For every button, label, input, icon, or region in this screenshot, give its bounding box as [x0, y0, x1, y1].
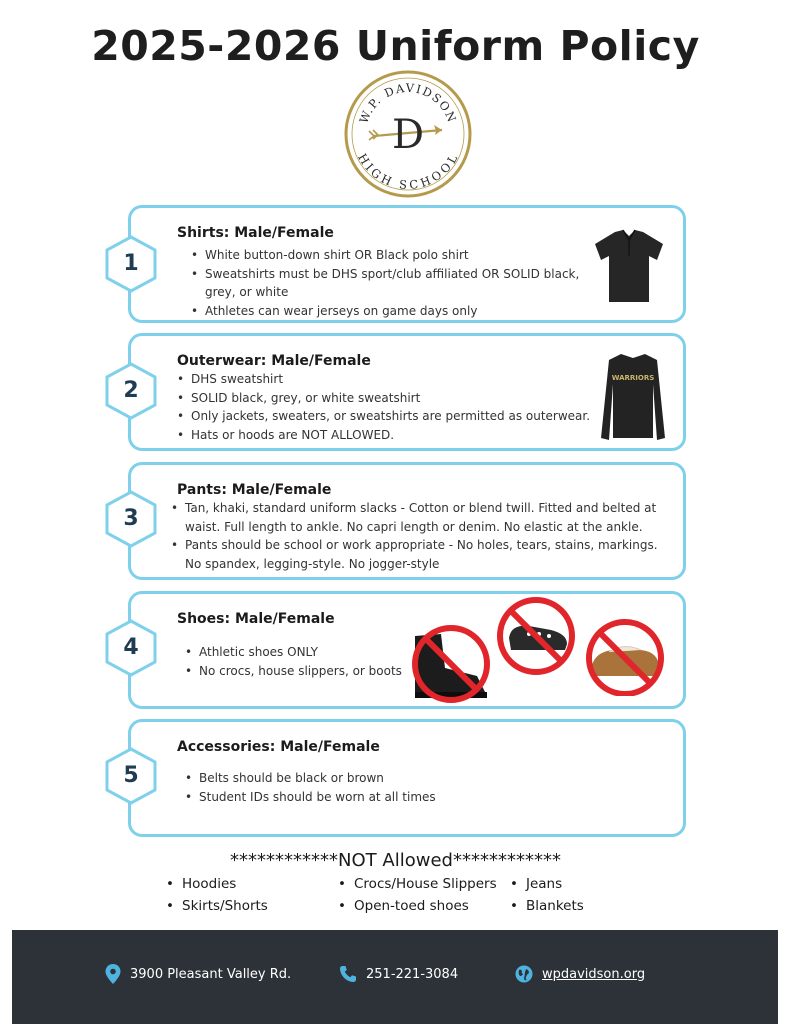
list-item: • Hoodies: [166, 874, 268, 896]
polo-shirt-image: [589, 226, 669, 306]
logo-top-text: W.P. DAVIDSON: [356, 80, 460, 126]
globe-icon: [515, 965, 533, 983]
website-link[interactable]: wpdavidson.org: [542, 966, 646, 982]
section-pants: [128, 462, 686, 580]
footer-address: [105, 964, 291, 984]
sweatshirt-image: [597, 350, 669, 444]
section-heading: Shoes: Male/Female: [177, 611, 335, 627]
no-crocs-icon: [495, 596, 577, 676]
section-shirts: [128, 205, 686, 323]
footer: [12, 930, 778, 1024]
list-item: • Crocs/House Slippers: [338, 874, 497, 896]
section-number: 3: [123, 506, 139, 531]
section-list: [171, 499, 661, 573]
no-boots-icon: [405, 622, 495, 706]
list-item: • No crocs, house slippers, or boots: [185, 662, 425, 681]
phone-text: 251-221-3084: [366, 966, 459, 982]
section-list: [185, 643, 425, 680]
section-number: 1: [123, 251, 139, 276]
section-accessories: [128, 719, 686, 837]
location-pin-icon: [105, 964, 121, 984]
not-allowed-column-3: [510, 874, 584, 917]
section-list: [191, 246, 601, 320]
sweatshirt-text: WARRIORS: [611, 374, 655, 382]
list-item: • Athletic shoes ONLY: [185, 643, 425, 662]
list-item: • Student IDs should be worn at all times: [185, 788, 485, 807]
section-number-5: [104, 747, 158, 805]
section-list: [177, 370, 597, 444]
school-logo: [342, 68, 474, 200]
list-item: • Skirts/Shorts: [166, 896, 268, 918]
section-number: 4: [123, 635, 139, 660]
logo-letter: D: [391, 112, 425, 158]
list-item: • White button-down shirt OR Black polo shirt: [191, 246, 601, 265]
section-number-4: [104, 619, 158, 677]
section-number: 5: [123, 763, 139, 788]
section-outerwear: [128, 333, 686, 451]
footer-website[interactable]: [515, 964, 645, 984]
section-number: 2: [123, 378, 139, 403]
address-text: 3900 Pleasant Valley Rd.: [130, 966, 292, 982]
no-slippers-icon: [583, 616, 667, 696]
section-heading: Outerwear: Male/Female: [177, 353, 371, 369]
list-item: • Belts should be black or brown: [185, 769, 485, 788]
page-title: 2025-2026 Uniform Policy: [91, 22, 700, 70]
list-item: • Blankets: [510, 896, 584, 918]
list-item: • Sweatshirts must be DHS sport/club affiliated OR SOLID black, grey, or white: [191, 265, 601, 302]
not-allowed-column-1: [166, 874, 268, 917]
list-item: • Jeans: [510, 874, 584, 896]
list-item: • Open-toed shoes: [338, 896, 497, 918]
list-item: • Athletes can wear jerseys on game days only: [191, 302, 601, 321]
section-heading: Accessories: Male/Female: [177, 739, 380, 755]
footer-phone[interactable]: [339, 964, 458, 984]
not-allowed-title: ************NOT Allowed************: [230, 850, 561, 871]
list-item: • Hats or hoods are NOT ALLOWED.: [177, 426, 597, 445]
section-heading: Pants: Male/Female: [177, 482, 332, 498]
section-heading: Shirts: Male/Female: [177, 225, 334, 241]
list-item: • Only jackets, sweaters, or sweatshirts are permitted as outerwear.: [177, 407, 597, 426]
not-allowed-column-2: [338, 874, 497, 917]
list-item: • Pants should be school or work appropriate - No holes, tears, stains, markings. No spandex, legging-style. No jogger-style: [171, 536, 661, 573]
section-list: [185, 769, 485, 806]
list-item: • SOLID black, grey, or white sweatshirt: [177, 389, 597, 408]
section-number-1: [104, 235, 158, 293]
phone-icon: [339, 965, 357, 983]
list-item: • DHS sweatshirt: [177, 370, 597, 389]
list-item: • Tan, khaki, standard uniform slacks - Cotton or blend twill. Fitted and belted at waist. Full length to ankle. No capri length or denim. No elastic at the ankle.: [171, 499, 661, 536]
section-number-2: [104, 362, 158, 420]
logo-bottom-text: HIGH SCHOOL: [355, 151, 461, 192]
section-shoes: [128, 591, 686, 709]
section-number-3: [104, 490, 158, 548]
